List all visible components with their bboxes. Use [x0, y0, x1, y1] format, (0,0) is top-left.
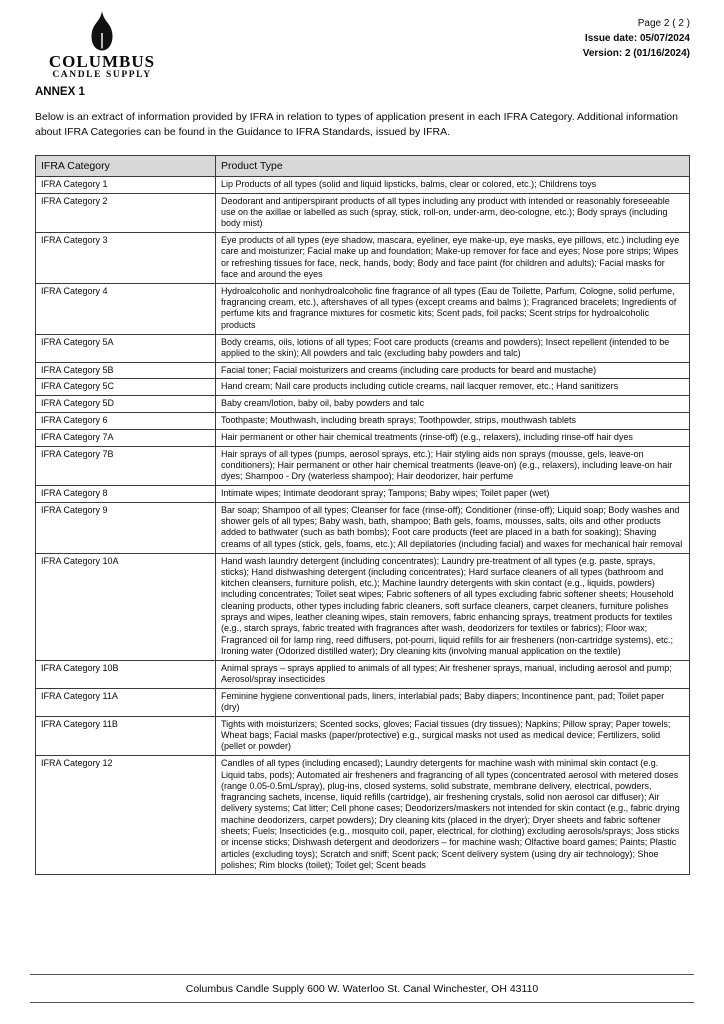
table-row: [36, 396, 690, 413]
page-number: Page 2 ( 2 ): [637, 18, 690, 29]
column-header-product-type: Product Type: [216, 156, 690, 177]
category-cell: IFRA Category 4: [36, 283, 216, 334]
table-row: [36, 502, 690, 553]
product-type-cell: Body creams, oils, lotions of all types; Foot care products (creams and powders); Insect repellent (intended to be applied to the skin); All powders and talc (excluding baby powders and talc): [216, 334, 690, 362]
product-type-cell: Eye products of all types (eye shadow, mascara, eyeliner, eye make-up, eye masks, eye pillows, etc.) including eye care and moisturizer; Facial make up and foundation; Make-up remover for face and eyes; Nose pore strips; Wipes or refreshing tissues for face, neck, hands, body; Body and face paint (for children and adults); Facial masks for face and around the eyes: [216, 233, 690, 284]
product-type-cell: Hair sprays of all types (pumps, aerosol sprays, etc.); Hair styling aids non sprays (mousse, gels, leave-on conditioners); Hair permanent or other hair chemical treatments (leave-on) (e.g., relaxers), including leave-on hair dyes; Shampoo - Dry (waterless shampoo); Hair deodorizer, hair perfume: [216, 446, 690, 485]
category-cell: IFRA Category 7A: [36, 429, 216, 446]
issue-date: Issue date: 05/07/2024: [584, 33, 690, 44]
table-row: [36, 429, 690, 446]
table-header-row: [36, 156, 690, 177]
table-row: [36, 233, 690, 284]
table-row: [36, 716, 690, 755]
product-type-cell: Lip Products of all types (solid and liquid lipsticks, balms, clear or colored, etc.); Childrens toys: [216, 177, 690, 194]
category-cell: IFRA Category 11A: [36, 688, 216, 716]
table-row: [36, 283, 690, 334]
table-row: [36, 379, 690, 396]
category-cell: IFRA Category 11B: [36, 716, 216, 755]
intro-paragraph: Below is an extract of information provided by IFRA in relation to types of application present in each IFRA Category. Additional information about IFRA Categories can be found in the Guidance to IFRA Standards, issued by IFRA.: [35, 111, 678, 138]
product-type-cell: Hand cream; Nail care products including cuticle creams, nail lacquer remover, etc.; Hand sanitizers: [216, 379, 690, 396]
table-row: [36, 446, 690, 485]
product-type-cell: Facial toner; Facial moisturizers and creams (including care products for beard and mustache): [216, 362, 690, 379]
category-cell: IFRA Category 5D: [36, 396, 216, 413]
logo-name: COLUMBUS: [48, 52, 156, 71]
category-cell: IFRA Category 12: [36, 756, 216, 874]
version-label: Version: 2 (01/16/2024): [582, 48, 690, 59]
product-type-cell: Hand wash laundry detergent (including concentrates); Laundry pre-treatment of all types (e.g. paste, sprays, sticks); Hand dishwashing detergent (including concentrates); Hard surface cleaners of all types (bathroom and kitchen cleansers, furniture polish, etc.); Machine laundry detergents with skin contact (e.g., liquids, powders) including concentrates; Toilet seat wipes; Fabric softeners of all types excluding fabric softener sheets; Household cleaning products, other types including fabric cleaners, soft surface cleaners, carpet cleaners, furniture polishes sprays and wipes, leather cleaning wipes, stain removers, fabric enhancing sprays, treatment products for textiles (e.g., starch sprays, fabric treated with fragrances after wash, deodorizers for textiles or fabrics); Floor wax; Fragranced oil for lamp ring, reed diffusers, pot-pourri, liquid refills for air fresheners (non-cartridge systems), etc.; Ironing water (Odorized distilled water); Dry cleaning kits (involving manual application on the textile): [216, 553, 690, 660]
table-row: [36, 688, 690, 716]
category-cell: IFRA Category 9: [36, 502, 216, 553]
category-cell: IFRA Category 10B: [36, 660, 216, 688]
product-type-cell: Bar soap; Shampoo of all types; Cleanser for face (rinse-off); Conditioner (rinse-off); Liquid soap; Body washes and shower gels of all types; Baby wash, bath, shampoo; Bath gels, foams, mousses, salts, oils and other products added to bathwater (such as bath bombs); Foot care products (feet are placed in a bath for soaking); Shaving creams of all types (stick, gels, foams, etc.); All depilatories (including facial) and waxes for mechanical hair removal: [216, 502, 690, 553]
table-row: [36, 553, 690, 660]
logo-subtitle: CANDLE SUPPLY: [52, 70, 152, 80]
company-logo: [46, 10, 158, 81]
product-type-cell: Tights with moisturizers; Scented socks, gloves; Facial tissues (dry tissues); Napkins; Pillow spray; Paper towels; Wheat bags; Facial masks (paper/protective) e.g., surgical masks not used as medical device; Fertilizers, solid (pellet or powder): [216, 716, 690, 755]
category-cell: IFRA Category 5A: [36, 334, 216, 362]
category-cell: IFRA Category 7B: [36, 446, 216, 485]
page-header: [0, 0, 724, 84]
table-row: [36, 413, 690, 430]
product-type-cell: Feminine hygiene conventional pads, liners, interlabial pads; Baby diapers; Incontinence pant, pad; Toilet paper (dry): [216, 688, 690, 716]
table-row: [36, 334, 690, 362]
table-row: [36, 177, 690, 194]
category-cell: IFRA Category 5B: [36, 362, 216, 379]
table-row: [36, 193, 690, 232]
product-type-cell: Intimate wipes; Intimate deodorant spray; Tampons; Baby wipes; Toilet paper (wet): [216, 486, 690, 503]
category-cell: IFRA Category 8: [36, 486, 216, 503]
product-type-cell: Hair permanent or other hair chemical treatments (rinse-off) (e.g., relaxers), including rinse-off hair dyes: [216, 429, 690, 446]
page-footer: [30, 974, 694, 1003]
product-type-cell: Toothpaste; Mouthwash, including breath sprays; Toothpowder, strips, mouthwash tablets: [216, 413, 690, 430]
ifra-category-table: [35, 155, 690, 875]
product-type-cell: Baby cream/lotion, baby oil, baby powders and talc: [216, 396, 690, 413]
column-header-ifra-category: IFRA Category: [36, 156, 216, 177]
category-cell: IFRA Category 10A: [36, 553, 216, 660]
product-type-cell: Hydroalcoholic and nonhydroalcoholic fine fragrance of all types (Eau de Toilette, Parfum, Cologne, solid perfume, fragrancing cream, etc.), aftershaves of all types (except creams and balms ); Fragranced bracelets; Ingredients of perfume kits and fragrance mixtures for cosmetic kits; Scent pads, foil packs; Scent strips for hydroalcoholic products: [216, 283, 690, 334]
product-type-cell: Candles of all types (including encased); Laundry detergents for machine wash with minimal skin contact (e.g. Liquid tabs, pods); Automated air fresheners and fragrancing of all types (concentrated aerosol with metered doses (range 0.05-0.5mL/spray), plug-ins, closed systems, solid substrate, membrane delivery, electrical, powders, fragrancing sachets, incense, liquid refills (cartridge), air freshening crystals, solid non aerosol car diffuser); Air delivery systems; Cat litter; Cell phone cases; Deodorizers/maskers not intended for skin contact (e.g., fabric drying machine deodorizers, carpet powders); Dry cleaning kits (placed in the dryer); Dryer sheets and fabric softener sheets; Fuels; Insecticides (e.g., mosquito coil, paper, electrical, for clothing) excluding aerosols/sprays; Joss sticks or incense sticks; Dishwash detergent and deodorizers – for machine wash; Olfactive board games; Paints; Plastic articles (excluding toys); Scratch and sniff; Scent pack; Scent delivery system (using dry air technology); Shoe polishes; Rim blocks (toilet); Toilet gel; Scent beads: [216, 756, 690, 874]
footer-address: Columbus Candle Supply 600 W. Waterloo St. Canal Winchester, OH 43110: [185, 982, 539, 995]
table-row: [36, 486, 690, 503]
product-type-cell: Animal sprays – sprays applied to animals of all types; Air freshener sprays, manual, including aerosol and pump; Aerosol/spray insecticides: [216, 660, 690, 688]
annex-title: ANNEX 1: [35, 86, 85, 98]
category-cell: IFRA Category 2: [36, 193, 216, 232]
table-row: [36, 756, 690, 874]
flame-icon: [46, 10, 158, 52]
category-cell: IFRA Category 6: [36, 413, 216, 430]
ifra-table-container: [35, 155, 689, 875]
category-cell: IFRA Category 1: [36, 177, 216, 194]
product-type-cell: Deodorant and antiperspirant products of all types including any product with intended or reasonably foreseeable use on the axillae or labelled as such (spray, stick, roll-on, under-arm, deo-cologne, etc.); Body sprays (including body mist): [216, 193, 690, 232]
table-row: [36, 362, 690, 379]
category-cell: IFRA Category 3: [36, 233, 216, 284]
ifra-table-body: [36, 177, 690, 875]
table-row: [36, 660, 690, 688]
category-cell: IFRA Category 5C: [36, 379, 216, 396]
header-meta: [583, 16, 690, 61]
